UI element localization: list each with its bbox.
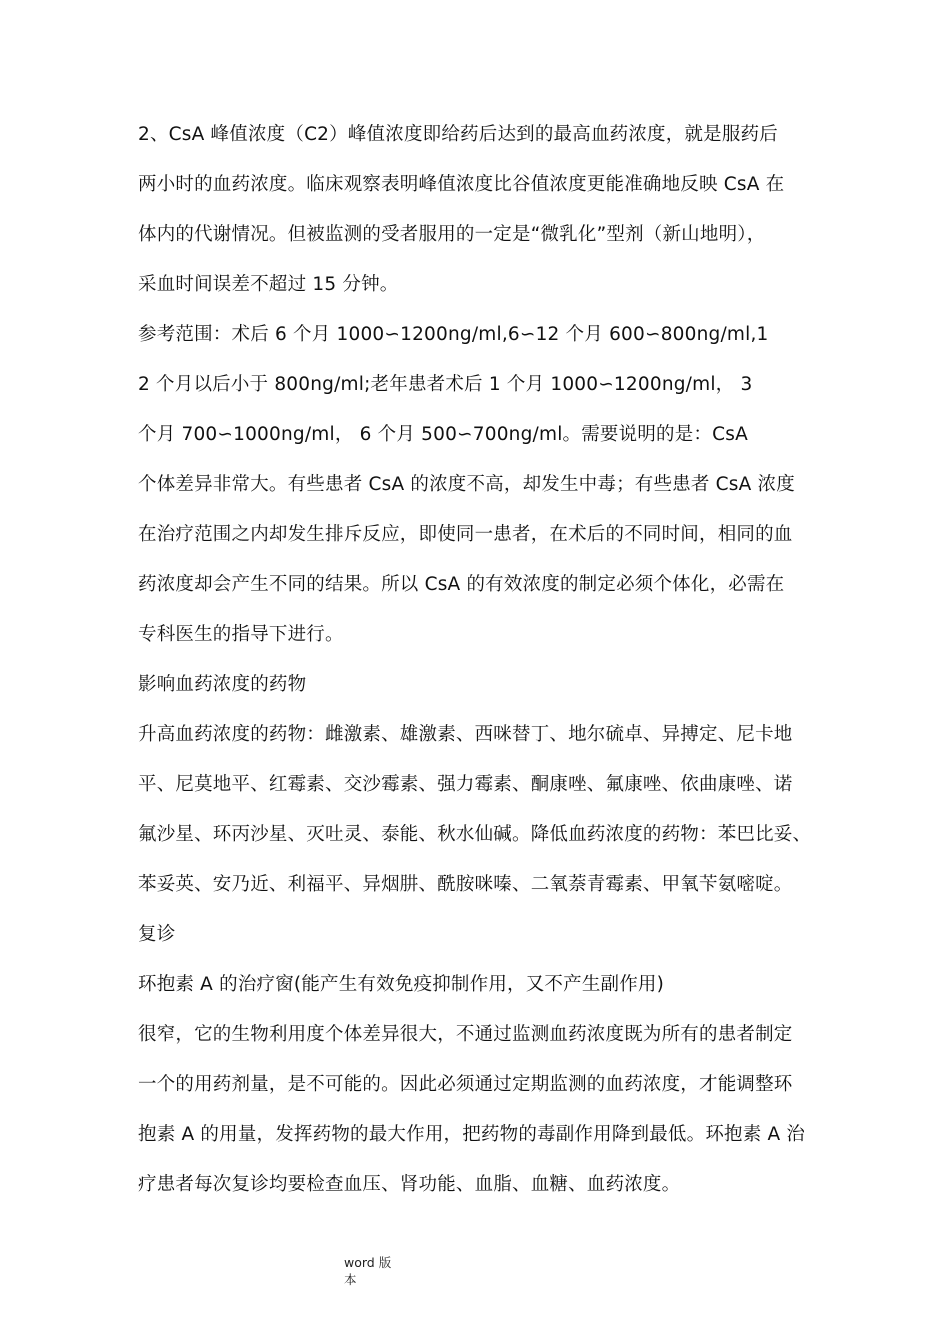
text-line: 体内的代谢情况。但被监测的受者服用的一定是“微乳化”型剂（新山地明）， [138, 224, 766, 245]
text-line: 采血时间误差不超过 15 分钟。 [138, 274, 399, 295]
text-line: 在治疗范围之内却发生排斥反应，即使同一患者，在术后的不同时间，相同的血 [138, 524, 793, 545]
text-line: 药浓度却会产生不同的结果。所以 CsA 的有效浓度的制定必须个体化，必需在 [138, 574, 785, 595]
text-line: 升高血药浓度的药物：雌激素、雄激素、西咪替丁、地尔硫卓、异搏定、尼卡地 [138, 724, 793, 745]
section-heading-drugs: 影响血药浓度的药物 [138, 674, 307, 695]
text-line: 氟沙星、环丙沙星、灭吐灵、泰能、秋水仙碱。降低血药浓度的药物：苯巴比妥、 [138, 824, 812, 845]
text-line: 疗患者每次复诊均要检查血压、肾功能、血脂、血糖、血药浓度。 [138, 1174, 681, 1195]
text-line: 苯妥英、安乃近、利福平、异烟肼、酰胺咪嗪、二氧萘青霉素、甲氧苄氨嘧啶。 [138, 874, 793, 895]
page-footer [344, 1254, 404, 1288]
text-line: 个月 700∽1000ng/ml， 6 个月 500∽700ng/ml。需要说明的是：CsA [138, 424, 748, 445]
text-line: 抱素 A 的用量，发挥药物的最大作用，把药物的毒副作用降到最低。环抱素 A 治 [138, 1124, 806, 1145]
text-line: 专科医生的指导下进行。 [138, 624, 344, 645]
text-line: 2、CsA 峰值浓度（C2）峰值浓度即给药后达到的最高血药浓度，就是服药后 [138, 124, 778, 145]
text-line: 平、尼莫地平、红霉素、交沙霉素、强力霉素、酮康唑、氟康唑、依曲康唑、诺 [138, 774, 793, 795]
text-line: 环抱素 A 的治疗窗(能产生有效免疫抑制作用，又不产生副作用) [138, 974, 665, 995]
text-line: 参考范围：术后 6 个月 1000∽1200ng/ml,6∽12 个月 600∽800ng/ml,1 [138, 324, 769, 345]
footer-line: word 版 [344, 1255, 392, 1270]
text-line: 一个的用药剂量，是不可能的。因此必须通过定期监测的血药浓度，才能调整环 [138, 1074, 793, 1095]
text-line: 2 个月以后小于 800ng/ml;老年患者术后 1 个月 1000∽1200ng/ml， 3 [138, 374, 753, 395]
document-body [138, 110, 828, 1210]
text-line: 个体差异非常大。有些患者 CsA 的浓度不高，却发生中毒；有些患者 CsA 浓度 [138, 474, 795, 495]
text-line: 两小时的血药浓度。临床观察表明峰值浓度比谷值浓度更能准确地反映 CsA 在 [138, 174, 785, 195]
section-heading-followup: 复诊 [138, 924, 176, 945]
footer-line: 本 [344, 1272, 357, 1287]
text-line: 很窄，它的生物利用度个体差异很大，不通过监测血药浓度既为所有的患者制定 [138, 1024, 793, 1045]
